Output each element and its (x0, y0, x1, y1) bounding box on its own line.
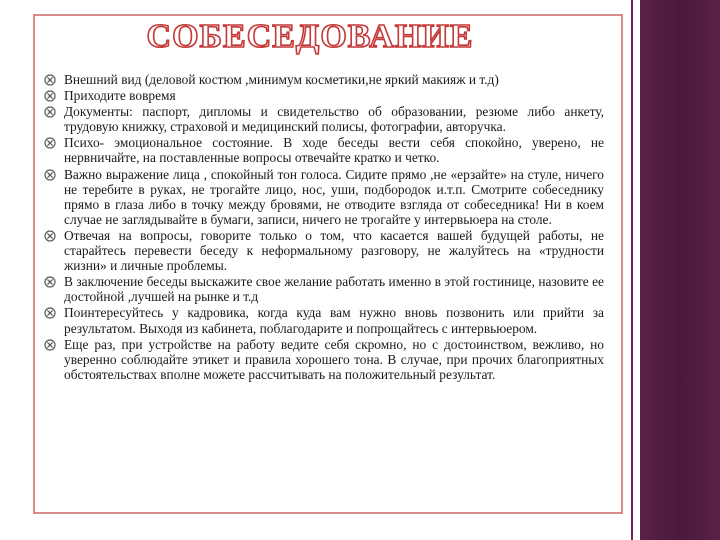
list-item (44, 104, 604, 134)
list-item (44, 167, 604, 227)
list-item-text: Документы: паспорт, дипломы и свидетельство об образовании, резюме либо анкету, трудовую книжку, страховой и медицинский полисы, фотографии, авторучка. (64, 104, 604, 135)
list-item-text: Важно выражение лица , спокойный тон голоса. Сидите прямо ,не «ерзайте» на стуле, ничего не теребите в руках, не трогайте лицо, нос, уши, подбородок и.т.п. Смотрите собеседнику прямо в глаза либо в точку между бровями, не отводите взгляда от собеседника! Ни в коем случае не заглядывайте в бумаги, записи, ничего не трогайте у интервьюера на столе. (64, 166, 604, 227)
sidebar-divider (631, 0, 633, 540)
circled-x-icon (44, 339, 56, 351)
circled-x-icon (44, 74, 56, 86)
circled-x-icon (44, 90, 56, 102)
circled-x-icon (44, 230, 56, 242)
list-item (44, 135, 604, 165)
list-item (44, 88, 604, 103)
list-item-text: Психо- эмоциональное состояние. В ходе беседы вести себя спокойно, уверено, не нервничайте, на поставленные вопросы отвечайте кратко и четко. (64, 135, 604, 166)
list-item-text: Поинтересуйтесь у кадровика, когда куда вам нужно вновь позвонить или прийти за результатом. Выходя из кабинета, поблагодарите и попрощайтесь с интервьюером. (64, 305, 604, 336)
list-item-text: Отвечая на вопросы, говорите только о том, что касается вашей будущей работы, не старайтесь перевести беседу к неформальному разговору, не жалуйтесь на «трудности жизни» и личные проблемы. (64, 227, 604, 274)
list-item (44, 72, 604, 87)
bullet-list (44, 72, 604, 383)
list-item (44, 305, 604, 335)
circled-x-icon (44, 307, 56, 319)
circled-x-icon (44, 169, 56, 181)
list-item-text: Приходите вовремя (64, 88, 176, 104)
list-item (44, 274, 604, 304)
list-item (44, 337, 604, 382)
circled-x-icon (44, 106, 56, 118)
list-item (44, 228, 604, 273)
list-item-text: Еще раз, при устройстве на работу ведите себя скромно, но с достоинством, вежливо, но уверенно соблюдайте этикет и правила хорошего тона. В случае, при прочих благоприятных обстоятельствах вполне можете рассчитывать на положительный результат. (64, 336, 604, 382)
list-item-text: В заключение беседы выскажите свое желание работать именно в этой гостинице, назовите ее достойной ,лучшей на рынке и т.д (64, 274, 604, 305)
slide-title: СОБЕСЕДОВАНИЕ (146, 18, 474, 55)
decorative-sidebar (640, 0, 720, 540)
circled-x-icon (44, 276, 56, 288)
list-item-text: Внешний вид (деловой костюм ,минимум косметики,не яркий макияж и т.д) (64, 72, 499, 87)
circled-x-icon (44, 137, 56, 149)
